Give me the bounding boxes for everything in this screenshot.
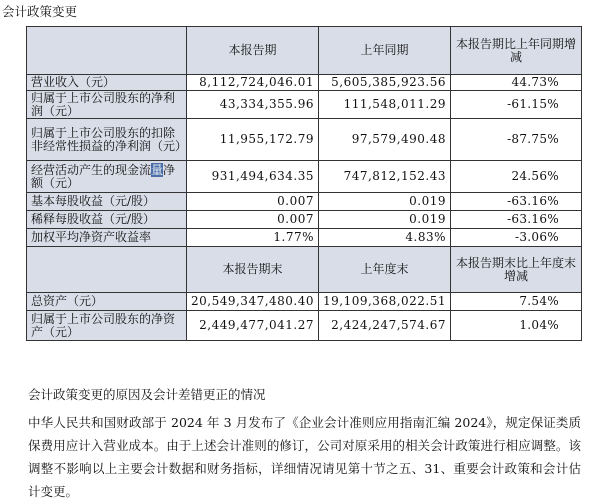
row-prior-value: 0.019	[319, 211, 451, 229]
table-row	[27, 75, 582, 91]
row-current-value: 11,955,172.79	[187, 119, 319, 161]
row-current-value: 20,549,347,480.40	[187, 293, 319, 311]
header-cell-empty	[27, 247, 187, 293]
header-period-change: 本报告期比上年同期增减	[451, 27, 582, 75]
row-change-value: 1.04%	[451, 311, 582, 341]
header-period-end-change: 本报告期末比上年度末增减	[451, 247, 582, 293]
row-prior-value: 0.019	[319, 193, 451, 211]
page-top-title: 会计政策变更	[2, 4, 78, 19]
row-current-value: 0.007	[187, 193, 319, 211]
table-row	[27, 119, 582, 161]
table-row	[27, 193, 582, 211]
section-title: 会计政策变更的原因及会计差错更正的情况	[28, 387, 266, 402]
row-prior-value: 747,812,152.43	[319, 161, 451, 193]
table-row	[27, 161, 582, 193]
row-label: 加权平均净资产收益率	[27, 229, 187, 247]
table-row	[27, 293, 582, 311]
row-label-part: 净额（元）	[31, 162, 176, 190]
row-current-value: 0.007	[187, 211, 319, 229]
row-current-value: 43,334,355.96	[187, 91, 319, 119]
row-change-value: -63.16%	[451, 193, 582, 211]
header-prior-period: 上年同期	[319, 27, 451, 75]
row-current-value: 1.77%	[187, 229, 319, 247]
row-prior-value: 97,579,490.48	[319, 119, 451, 161]
row-change-value: -3.06%	[451, 229, 582, 247]
row-change-value: -63.16%	[451, 211, 582, 229]
row-prior-value: 2,424,247,574.67	[319, 311, 451, 341]
row-label: 归属于上市公司股东的扣除非经常性损益的净利润（元）	[27, 119, 187, 161]
row-change-value: 24.56%	[451, 161, 582, 193]
row-change-value: 7.54%	[451, 293, 582, 311]
row-current-value: 2,449,477,041.27	[187, 311, 319, 341]
row-change-value: -87.75%	[451, 119, 582, 161]
row-label: 基本每股收益（元/股）	[27, 193, 187, 211]
row-current-value: 931,494,634.35	[187, 161, 319, 193]
row-prior-value: 111,548,011.29	[319, 91, 451, 119]
row-prior-value: 19,109,368,022.51	[319, 293, 451, 311]
row-current-value: 8,112,724,046.01	[187, 75, 319, 91]
table-row	[27, 211, 582, 229]
header-prior-year-end: 上年度末	[319, 247, 451, 293]
header-period-end: 本报告期末	[187, 247, 319, 293]
row-change-value: -61.15%	[451, 91, 582, 119]
financial-data-table	[26, 26, 582, 341]
table-header-row	[27, 27, 582, 75]
row-prior-value: 4.83%	[319, 229, 451, 247]
text-selection-highlight: 量	[151, 162, 164, 177]
row-label: 总资产（元）	[27, 293, 187, 311]
row-label: 归属于上市公司股东的净利润（元）	[27, 91, 187, 119]
row-label: 归属于上市公司股东的净资产（元）	[27, 311, 187, 341]
header-current-period: 本报告期	[187, 27, 319, 75]
row-label: 稀释每股收益（元/股）	[27, 211, 187, 229]
row-label	[27, 161, 187, 193]
table-row	[27, 229, 582, 247]
row-prior-value: 5,605,385,923.56	[319, 75, 451, 91]
row-label-part: 经营活动产生的现金流	[31, 162, 152, 177]
table-row	[27, 91, 582, 119]
header-cell-empty	[27, 27, 187, 75]
policy-change-paragraph: 中华人民共和国财政部于 2024 年 3 月发布了《企业会计准则应用指南汇编 2024》，规定保证类质保费用应计入营业成本。由于上述会计准则的修订，公司对原采用的相关会计政策进行相应调整。该调整不影响以上主要会计数据和财务指标，详细情况请见第十节之五、31、重要会计政策和会计估计变更。	[28, 415, 581, 499]
row-label: 营业收入（元）	[27, 75, 187, 91]
row-change-value: 44.73%	[451, 75, 582, 91]
table-row	[27, 311, 582, 341]
table-header-row	[27, 247, 582, 293]
